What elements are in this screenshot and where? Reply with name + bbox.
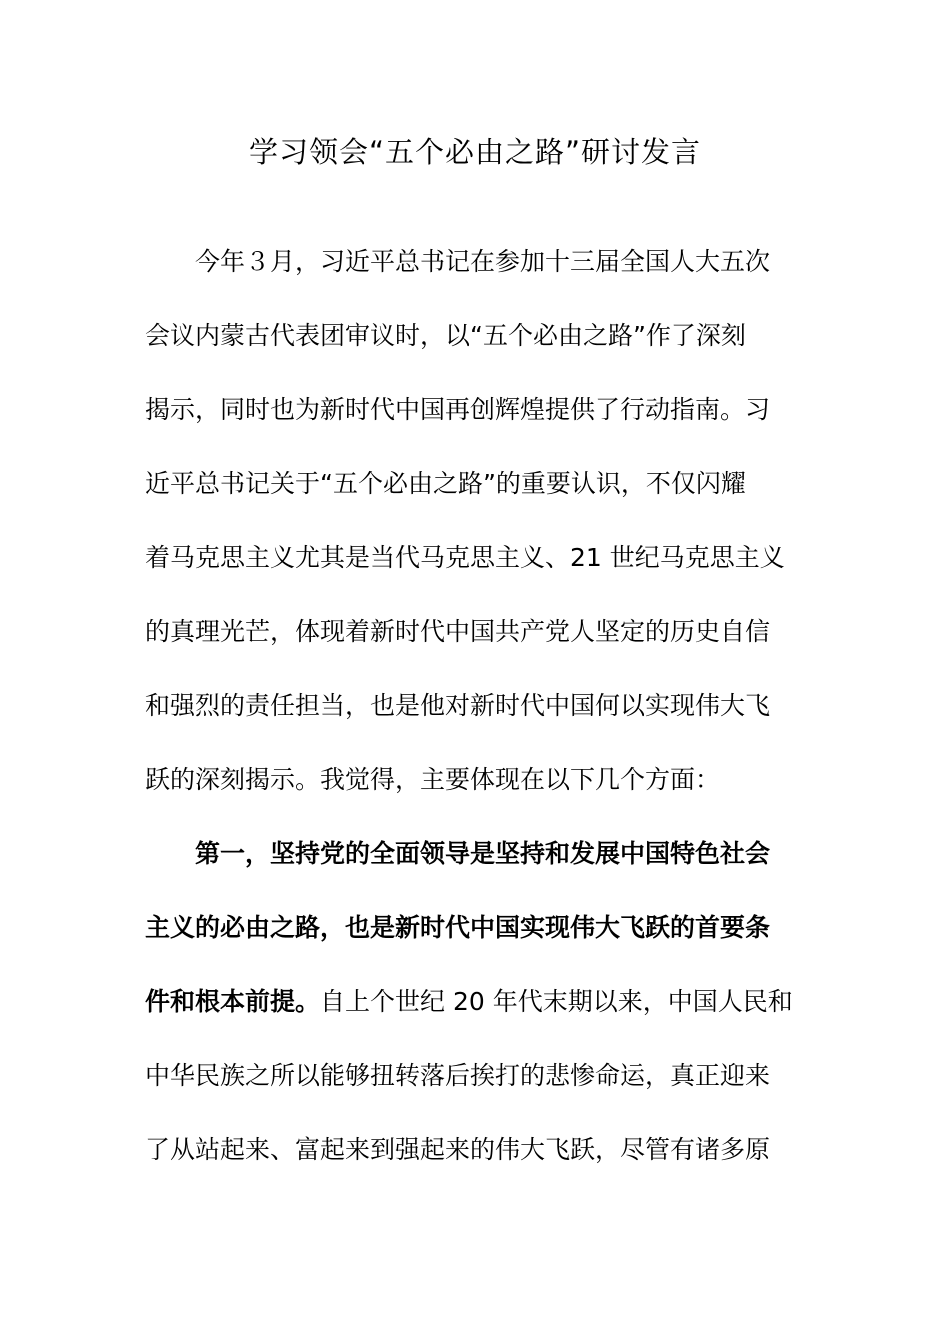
document-title: 学习领会“五个必由之路”研讨发言 xyxy=(248,135,702,169)
paragraph-1-line-7: 和强烈的责任担当，也是他对新时代中国何以实现伟大飞 xyxy=(145,691,771,720)
paragraph-1-line-4: 近平总书记关于“五个必由之路”的重要认识，不仅闪耀 xyxy=(145,469,746,498)
paragraph-2-bold-line-2: 主义的必由之路，也是新时代中国实现伟大飞跃的首要条 xyxy=(145,913,771,942)
paragraph-2-line-4: 中华民族之所以能够扭转落后挨打的悲惨命运，真正迎来 xyxy=(145,1061,771,1090)
document-body xyxy=(145,225,805,1187)
paragraph-1-line-3: 揭示，同时也为新时代中国再创辉煌提供了行动指南。习 xyxy=(145,395,771,424)
paragraph-1-line-1: 今年３月，习近平总书记在参加十三届全国人大五次 xyxy=(195,247,771,276)
paragraph-2-mixed-bold-text: 件和根本前提。 xyxy=(145,987,321,1016)
paragraph-1-line-8: 跃的深刻揭示。我觉得，主要体现在以下几个方面： xyxy=(145,765,721,794)
paragraph-2-mixed-normal-text: 自上个世纪 20 年代末期以来，中国人民和 xyxy=(320,987,793,1016)
paragraph-1-line-6: 的真理光芒，体现着新时代中国共产党人坚定的历史自信 xyxy=(145,617,771,646)
paragraph-2-bold-line-1: 第一，坚持党的全面领导是坚持和发展中国特色社会 xyxy=(195,839,771,868)
paragraph-1-line-5: 着马克思主义尤其是当代马克思主义、21 世纪马克思主义 xyxy=(145,543,785,572)
paragraph-1-line-2: 会议内蒙古代表团审议时，以“五个必由之路”作了深刻 xyxy=(145,321,746,350)
paragraph-2-mixed-line xyxy=(145,965,805,1039)
paragraph-2-line-5: 了从站起来、富起来到强起来的伟大飞跃，尽管有诸多原 xyxy=(145,1135,771,1164)
